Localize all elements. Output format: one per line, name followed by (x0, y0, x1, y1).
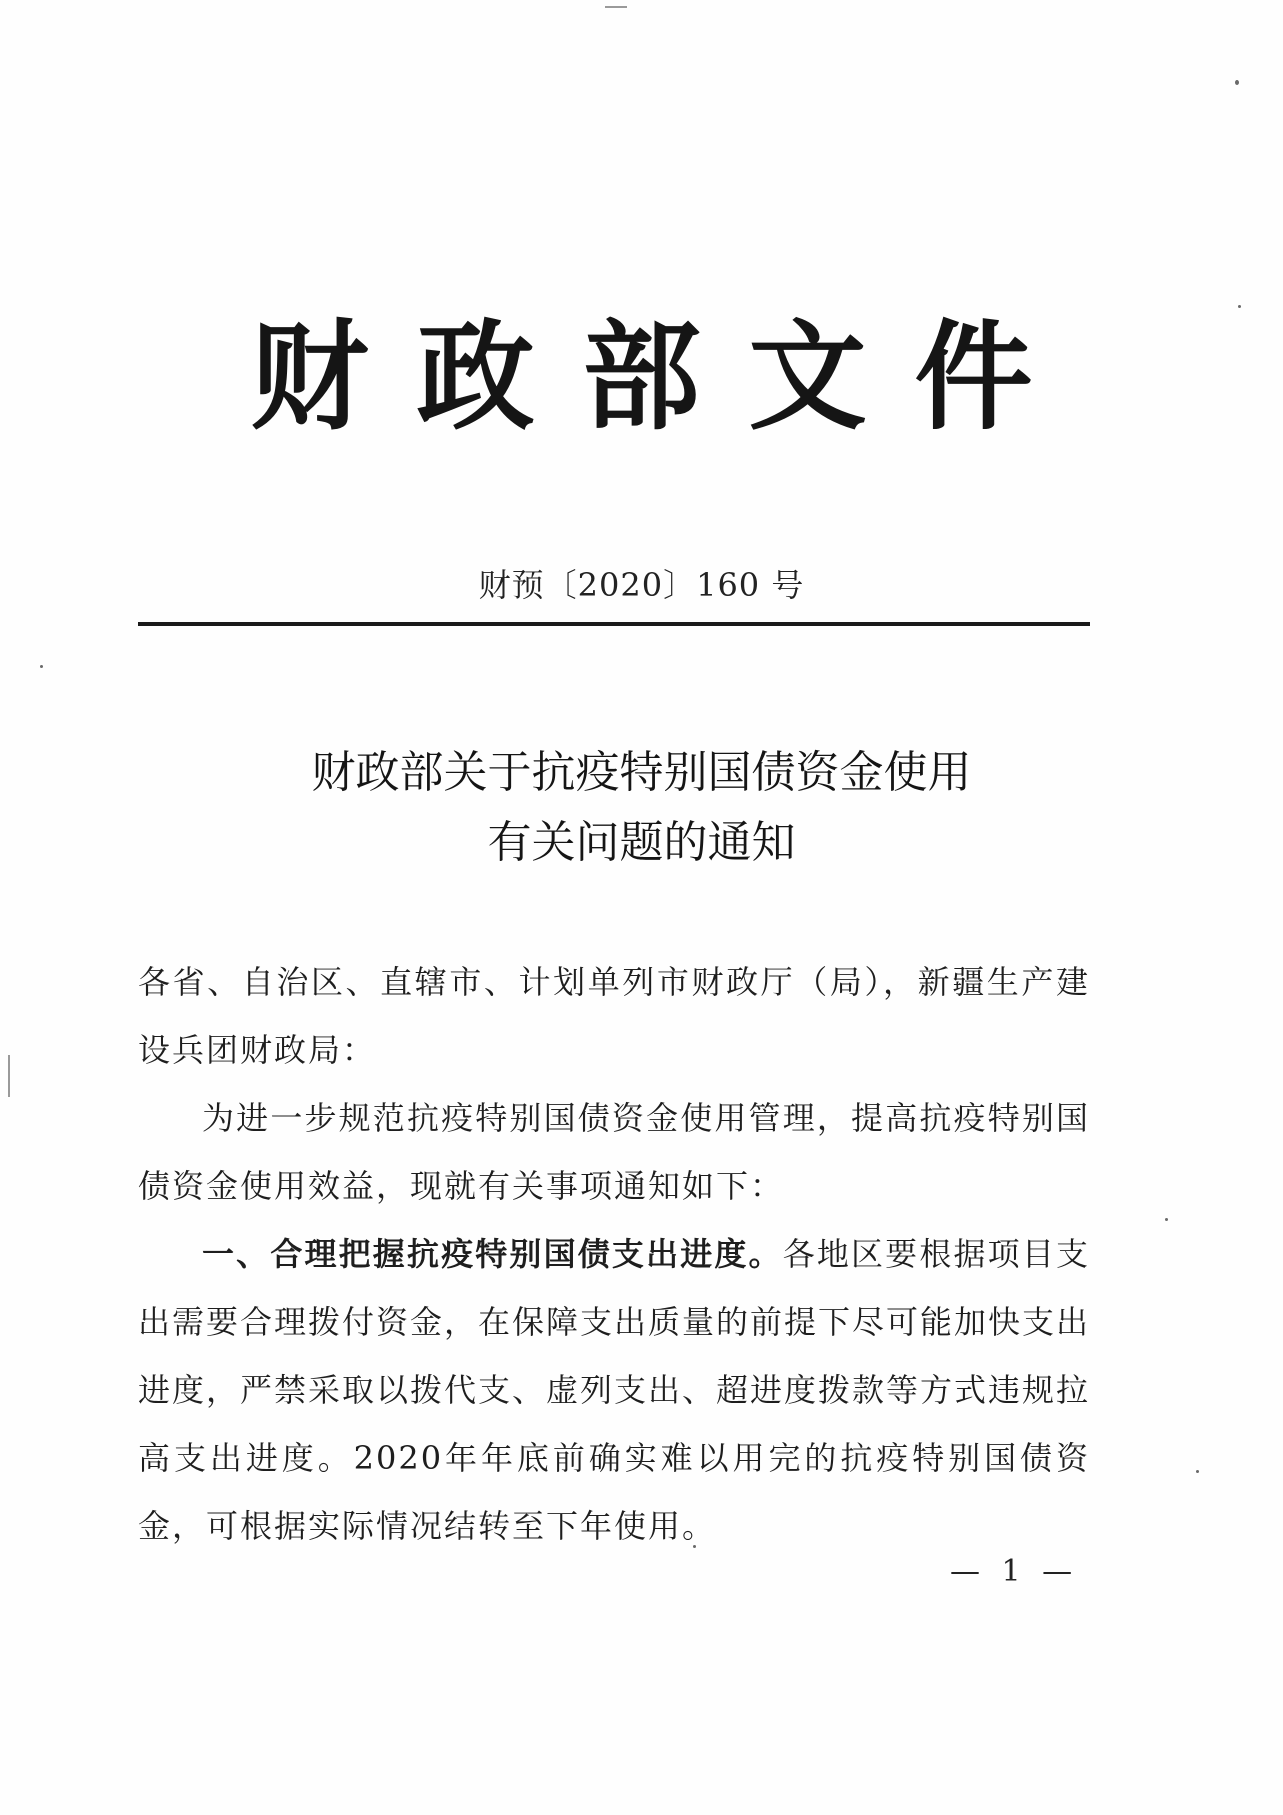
scan-speck (693, 1545, 696, 1548)
notice-title (0, 738, 1283, 878)
scan-speck (1196, 1470, 1199, 1473)
scan-edge-mark (605, 6, 627, 8)
salutation: 各省、自治区、直辖市、计划单列市财政厅（局），新疆生产建设兵团财政局： (138, 963, 1090, 1069)
scan-speck (1165, 1218, 1168, 1221)
scan-edge-mark (8, 1055, 10, 1097)
document-header-title: 财政部文件 (250, 307, 1081, 446)
notice-title-line-2: 有关问题的通知 (487, 817, 796, 868)
scan-speck (40, 665, 43, 668)
intro-paragraph: 为进一步规范抗疫特别国债资金使用管理，提高抗疫特别国债资金使用效益，现就有关事项通知如下： (138, 1099, 1090, 1205)
notice-body (138, 948, 1090, 1560)
page-number: — 1 — (950, 1554, 1079, 1589)
scan-speck (1238, 305, 1241, 308)
scan-speck (1235, 80, 1239, 85)
document-number: 财预〔2020〕160 号 (478, 566, 805, 604)
section-1-heading: 一、合理把握抗疫特别国债支出进度。 (202, 1235, 783, 1273)
section-1-text: 各地区要根据项目支出需要合理拨付资金，在保障支出质量的前提下尽可能加快支出进度，严禁采取以拨代支、虚列支出、超进度拨款等方式违规拉高支出进度。2020年年底前确实难以用完的抗疫特别国债资金，可根据实际情况结转至下年使用。 (138, 1235, 1091, 1545)
header-divider (138, 622, 1090, 626)
section-1-paragraph (138, 1220, 1090, 1560)
notice-title-line-1: 财政部关于抗疫特别国债资金使用 (311, 747, 972, 798)
